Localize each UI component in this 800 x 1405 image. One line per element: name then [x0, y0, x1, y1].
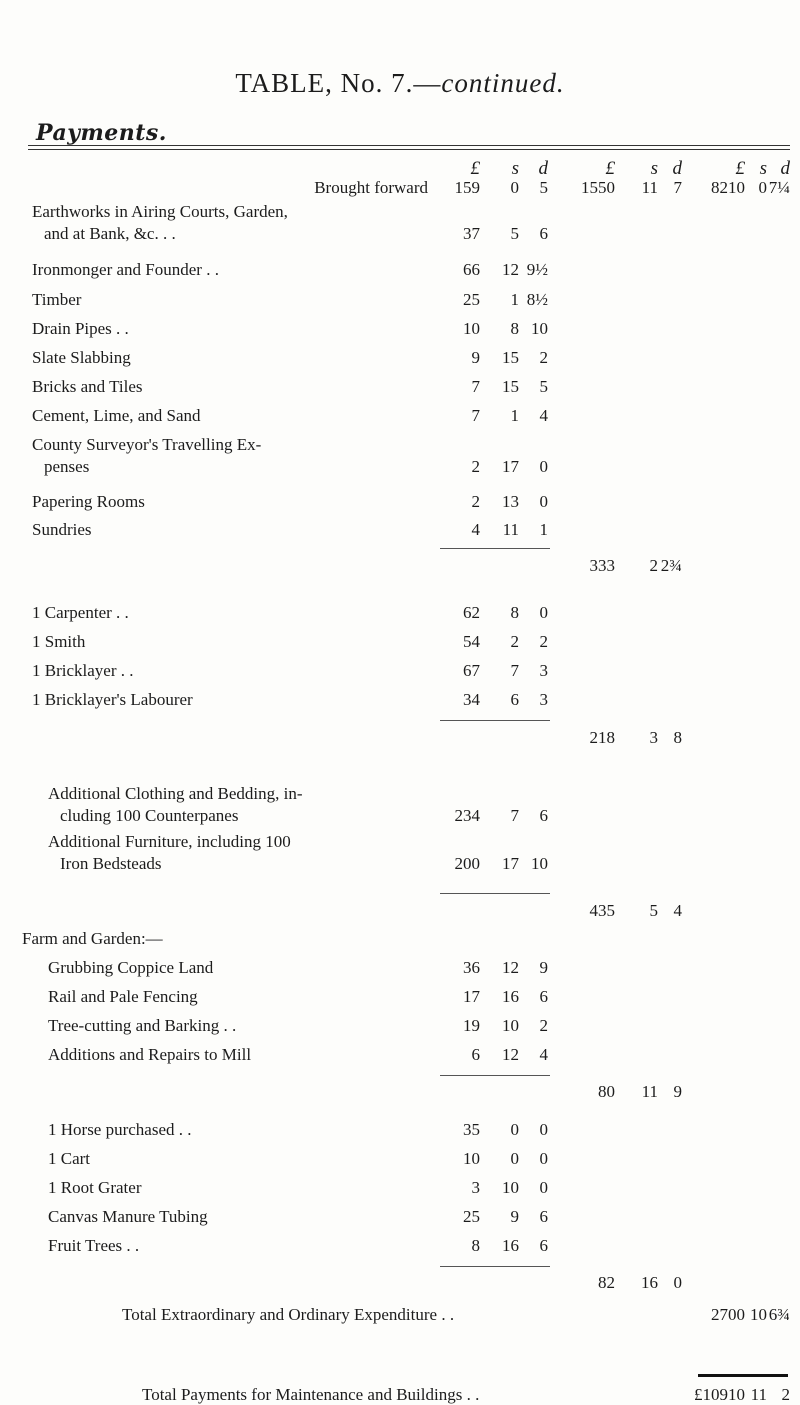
furnishing-item-label-cont: cluding 100 Counterpanes [60, 806, 239, 825]
works-item-pence: 8½ [526, 290, 548, 309]
wages-item-pounds: 62 [463, 603, 480, 622]
stock-item-shillings: 16 [502, 1236, 519, 1255]
works-item-shillings: 11 [502, 520, 519, 539]
wages-item-label: 1 Bricklayer's Labourer [32, 690, 193, 709]
works-item-pence: 2 [539, 348, 548, 367]
farm-item-pence: 9 [539, 958, 548, 977]
brought-forward-c2-pounds: 1550 [581, 178, 615, 197]
works-item-pence: 5 [539, 377, 548, 396]
stock-item-shillings: 0 [510, 1149, 519, 1168]
stock-item-pounds: 3 [471, 1178, 480, 1197]
works-item-pounds: 66 [463, 260, 480, 279]
stock-item-pence: 6 [539, 1207, 548, 1226]
furnishing-item-label-cont: Iron Bedsteads [60, 854, 162, 873]
farm-total-pounds: 80 [598, 1082, 615, 1101]
works-item-pence: 0 [539, 457, 548, 476]
works-item-pence: 1 [539, 520, 548, 539]
stock-item-pence: 0 [539, 1149, 548, 1168]
works-item-pence: 9½ [526, 260, 548, 279]
brought-forward-c1-shillings: 0 [510, 178, 519, 197]
farm-item-pence: 6 [539, 987, 548, 1006]
furnishing-total-pence: 4 [673, 901, 682, 920]
farm-total-pence: 9 [673, 1082, 682, 1101]
wages-item-pence: 3 [539, 661, 548, 680]
brought-forward-c2-pence: 7 [673, 178, 682, 197]
col-head-3: d [780, 158, 790, 179]
furnishing-total-shillings: 5 [649, 901, 658, 920]
works-item-label: Cement, Lime, and Sand [32, 406, 201, 425]
works-item-shillings: 1 [510, 406, 519, 425]
wages-item-shillings: 8 [510, 603, 519, 622]
col-head-2: s [650, 158, 658, 179]
brought-forward-c1-pounds: 159 [454, 178, 480, 197]
subtotal-rule [440, 548, 550, 549]
farm-item-shillings: 12 [502, 958, 519, 977]
farm-item-pounds: 36 [463, 958, 480, 977]
col-head-1: s [511, 158, 519, 179]
wages-item-pounds: 34 [463, 690, 480, 709]
works-item-shillings: 13 [502, 492, 519, 511]
works-item-label: Drain Pipes . . [32, 319, 129, 338]
stock-item-shillings: 0 [510, 1120, 519, 1139]
works-item-label-cont: penses [44, 457, 90, 476]
works-item-shillings: 17 [502, 457, 519, 476]
works-item-pounds: 2 [471, 457, 480, 476]
works-item-shillings: 8 [510, 319, 519, 338]
works-item-pounds: 10 [463, 319, 480, 338]
stock-item-pence: 6 [539, 1236, 548, 1255]
works-item-pounds: 9 [471, 348, 480, 367]
furnishing-total-pounds: 435 [589, 901, 615, 920]
wages-total-shillings: 3 [649, 728, 658, 747]
furnishing-item-pence: 10 [531, 854, 548, 873]
works-item-label: Slate Slabbing [32, 348, 131, 367]
subtotal-rule [440, 893, 550, 894]
works-item-shillings: 15 [502, 377, 519, 396]
works-item-label: Ironmonger and Founder . . [32, 260, 219, 279]
stock-total-shillings: 16 [641, 1273, 658, 1292]
stock-item-pence: 0 [539, 1178, 548, 1197]
stock-item-shillings: 9 [510, 1207, 519, 1226]
col-head-2: d [672, 158, 682, 179]
farm-item-shillings: 12 [502, 1045, 519, 1064]
works-item-pence: 10 [531, 319, 548, 338]
wages-item-label: 1 Carpenter . . [32, 603, 129, 622]
works-item-label: Timber [32, 290, 82, 309]
col-head-1: d [538, 158, 548, 179]
subtotal-rule [440, 720, 550, 721]
furnishing-item-pounds: 200 [454, 854, 480, 873]
works-item-label: Earthworks in Airing Courts, Garden, [32, 202, 288, 221]
works-item-pence: 4 [539, 406, 548, 425]
works-total-pounds: 333 [589, 556, 615, 575]
col-head-2: £ [605, 158, 615, 179]
furnishing-item-label: Additional Furniture, including 100 [48, 832, 291, 851]
wages-item-pence: 2 [539, 632, 548, 651]
stock-item-label: 1 Horse purchased . . [48, 1120, 192, 1139]
brought-forward-c2-shillings: 11 [641, 178, 658, 197]
stock-item-label: 1 Cart [48, 1149, 91, 1168]
brought-forward-c1-pence: 5 [539, 178, 548, 197]
total-expenditure-shillings: 10 [750, 1305, 767, 1324]
wages-item-shillings: 6 [510, 690, 519, 709]
stock-total-pence: 0 [673, 1273, 682, 1292]
wages-item-shillings: 2 [510, 632, 519, 651]
wages-total-pence: 8 [673, 728, 682, 747]
farm-item-pence: 4 [539, 1045, 548, 1064]
furnishing-item-label: Additional Clothing and Bedding, in- [48, 784, 303, 803]
stock-item-label: Canvas Manure Tubing [48, 1207, 208, 1226]
section-heading: Payments. [36, 120, 167, 146]
farm-heading: Farm and Garden:— [22, 929, 163, 948]
farm-item-label: Tree-cutting and Barking . . [48, 1016, 237, 1035]
works-item-pounds: 7 [471, 377, 480, 396]
brought-forward-label: Brought forward [314, 178, 428, 197]
works-item-pounds: 25 [463, 290, 480, 309]
farm-item-shillings: 16 [502, 987, 519, 1006]
wages-item-label: 1 Bricklayer . . [32, 661, 134, 680]
works-item-label: Sundries [32, 520, 92, 539]
works-item-label: County Surveyor's Travelling Ex- [32, 435, 262, 454]
works-item-pounds: 4 [471, 520, 480, 539]
works-item-pence: 0 [539, 492, 548, 511]
works-item-pounds: 2 [471, 492, 480, 511]
wages-item-pounds: 67 [463, 661, 480, 680]
total-rule [698, 1374, 788, 1377]
col-head-3: s [759, 158, 767, 179]
farm-item-label: Rail and Pale Fencing [48, 987, 198, 1006]
works-item-pence: 6 [539, 224, 548, 243]
works-item-label: Bricks and Tiles [32, 377, 143, 396]
furnishing-item-pence: 6 [539, 806, 548, 825]
stock-item-pounds: 8 [471, 1236, 480, 1255]
works-item-label: Papering Rooms [32, 492, 145, 511]
stock-item-shillings: 10 [502, 1178, 519, 1197]
title-rule-2 [28, 149, 790, 150]
stock-item-pounds: 10 [463, 1149, 480, 1168]
wages-item-shillings: 7 [510, 661, 519, 680]
brought-forward-c3-pounds: 8210 [711, 178, 745, 197]
stock-item-label: 1 Root Grater [48, 1178, 142, 1197]
total-expenditure-pence: 6¾ [768, 1305, 790, 1324]
col-head-3: £ [735, 158, 745, 179]
stock-total-pounds: 82 [598, 1273, 615, 1292]
wages-item-pence: 3 [539, 690, 548, 709]
farm-item-label: Additions and Repairs to Mill [48, 1045, 252, 1064]
wages-total-pounds: 218 [589, 728, 615, 747]
furnishing-item-shillings: 7 [510, 806, 519, 825]
wages-item-label: 1 Smith [32, 632, 86, 651]
total-expenditure-pounds: 2700 [711, 1305, 745, 1324]
total-payments-label: Total Payments for Maintenance and Buildings . . [142, 1385, 480, 1404]
brought-forward-c3-shillings: 0 [758, 178, 767, 197]
col-head-1: £ [470, 158, 480, 179]
farm-item-shillings: 10 [502, 1016, 519, 1035]
works-item-pounds: 7 [471, 406, 480, 425]
stock-item-label: Fruit Trees . . [48, 1236, 140, 1255]
farm-item-pounds: 17 [463, 987, 480, 1006]
total-expenditure-label: Total Extraordinary and Ordinary Expenditure . . [122, 1305, 455, 1324]
farm-item-pounds: 6 [471, 1045, 480, 1064]
subtotal-rule [440, 1266, 550, 1267]
total-payments-shillings: 11 [750, 1385, 767, 1404]
stock-item-pounds: 35 [463, 1120, 480, 1139]
wages-item-pence: 0 [539, 603, 548, 622]
works-total-pence: 2¾ [660, 556, 682, 575]
works-item-shillings: 12 [502, 260, 519, 279]
farm-item-pounds: 19 [463, 1016, 480, 1035]
works-item-shillings: 15 [502, 348, 519, 367]
farm-total-shillings: 11 [641, 1082, 658, 1101]
subtotal-rule [440, 1075, 550, 1076]
farm-item-pence: 2 [539, 1016, 548, 1035]
total-payments-pounds: £10910 [694, 1385, 745, 1404]
works-item-pounds: 37 [463, 224, 480, 243]
farm-item-label: Grubbing Coppice Land [48, 958, 214, 977]
works-item-shillings: 5 [510, 224, 519, 243]
page-title: TABLE, No. 7.—continued. [235, 68, 565, 98]
furnishing-item-pounds: 234 [454, 806, 480, 825]
total-payments-pence: 2 [781, 1385, 790, 1404]
works-item-shillings: 1 [510, 290, 519, 309]
wages-item-pounds: 54 [463, 632, 480, 651]
works-total-shillings: 2 [649, 556, 658, 575]
stock-item-pence: 0 [539, 1120, 548, 1139]
works-item-label-cont: and at Bank, &c. . . [44, 224, 176, 243]
brought-forward-c3-pence: 7¼ [768, 178, 790, 197]
furnishing-item-shillings: 17 [502, 854, 519, 873]
stock-item-pounds: 25 [463, 1207, 480, 1226]
